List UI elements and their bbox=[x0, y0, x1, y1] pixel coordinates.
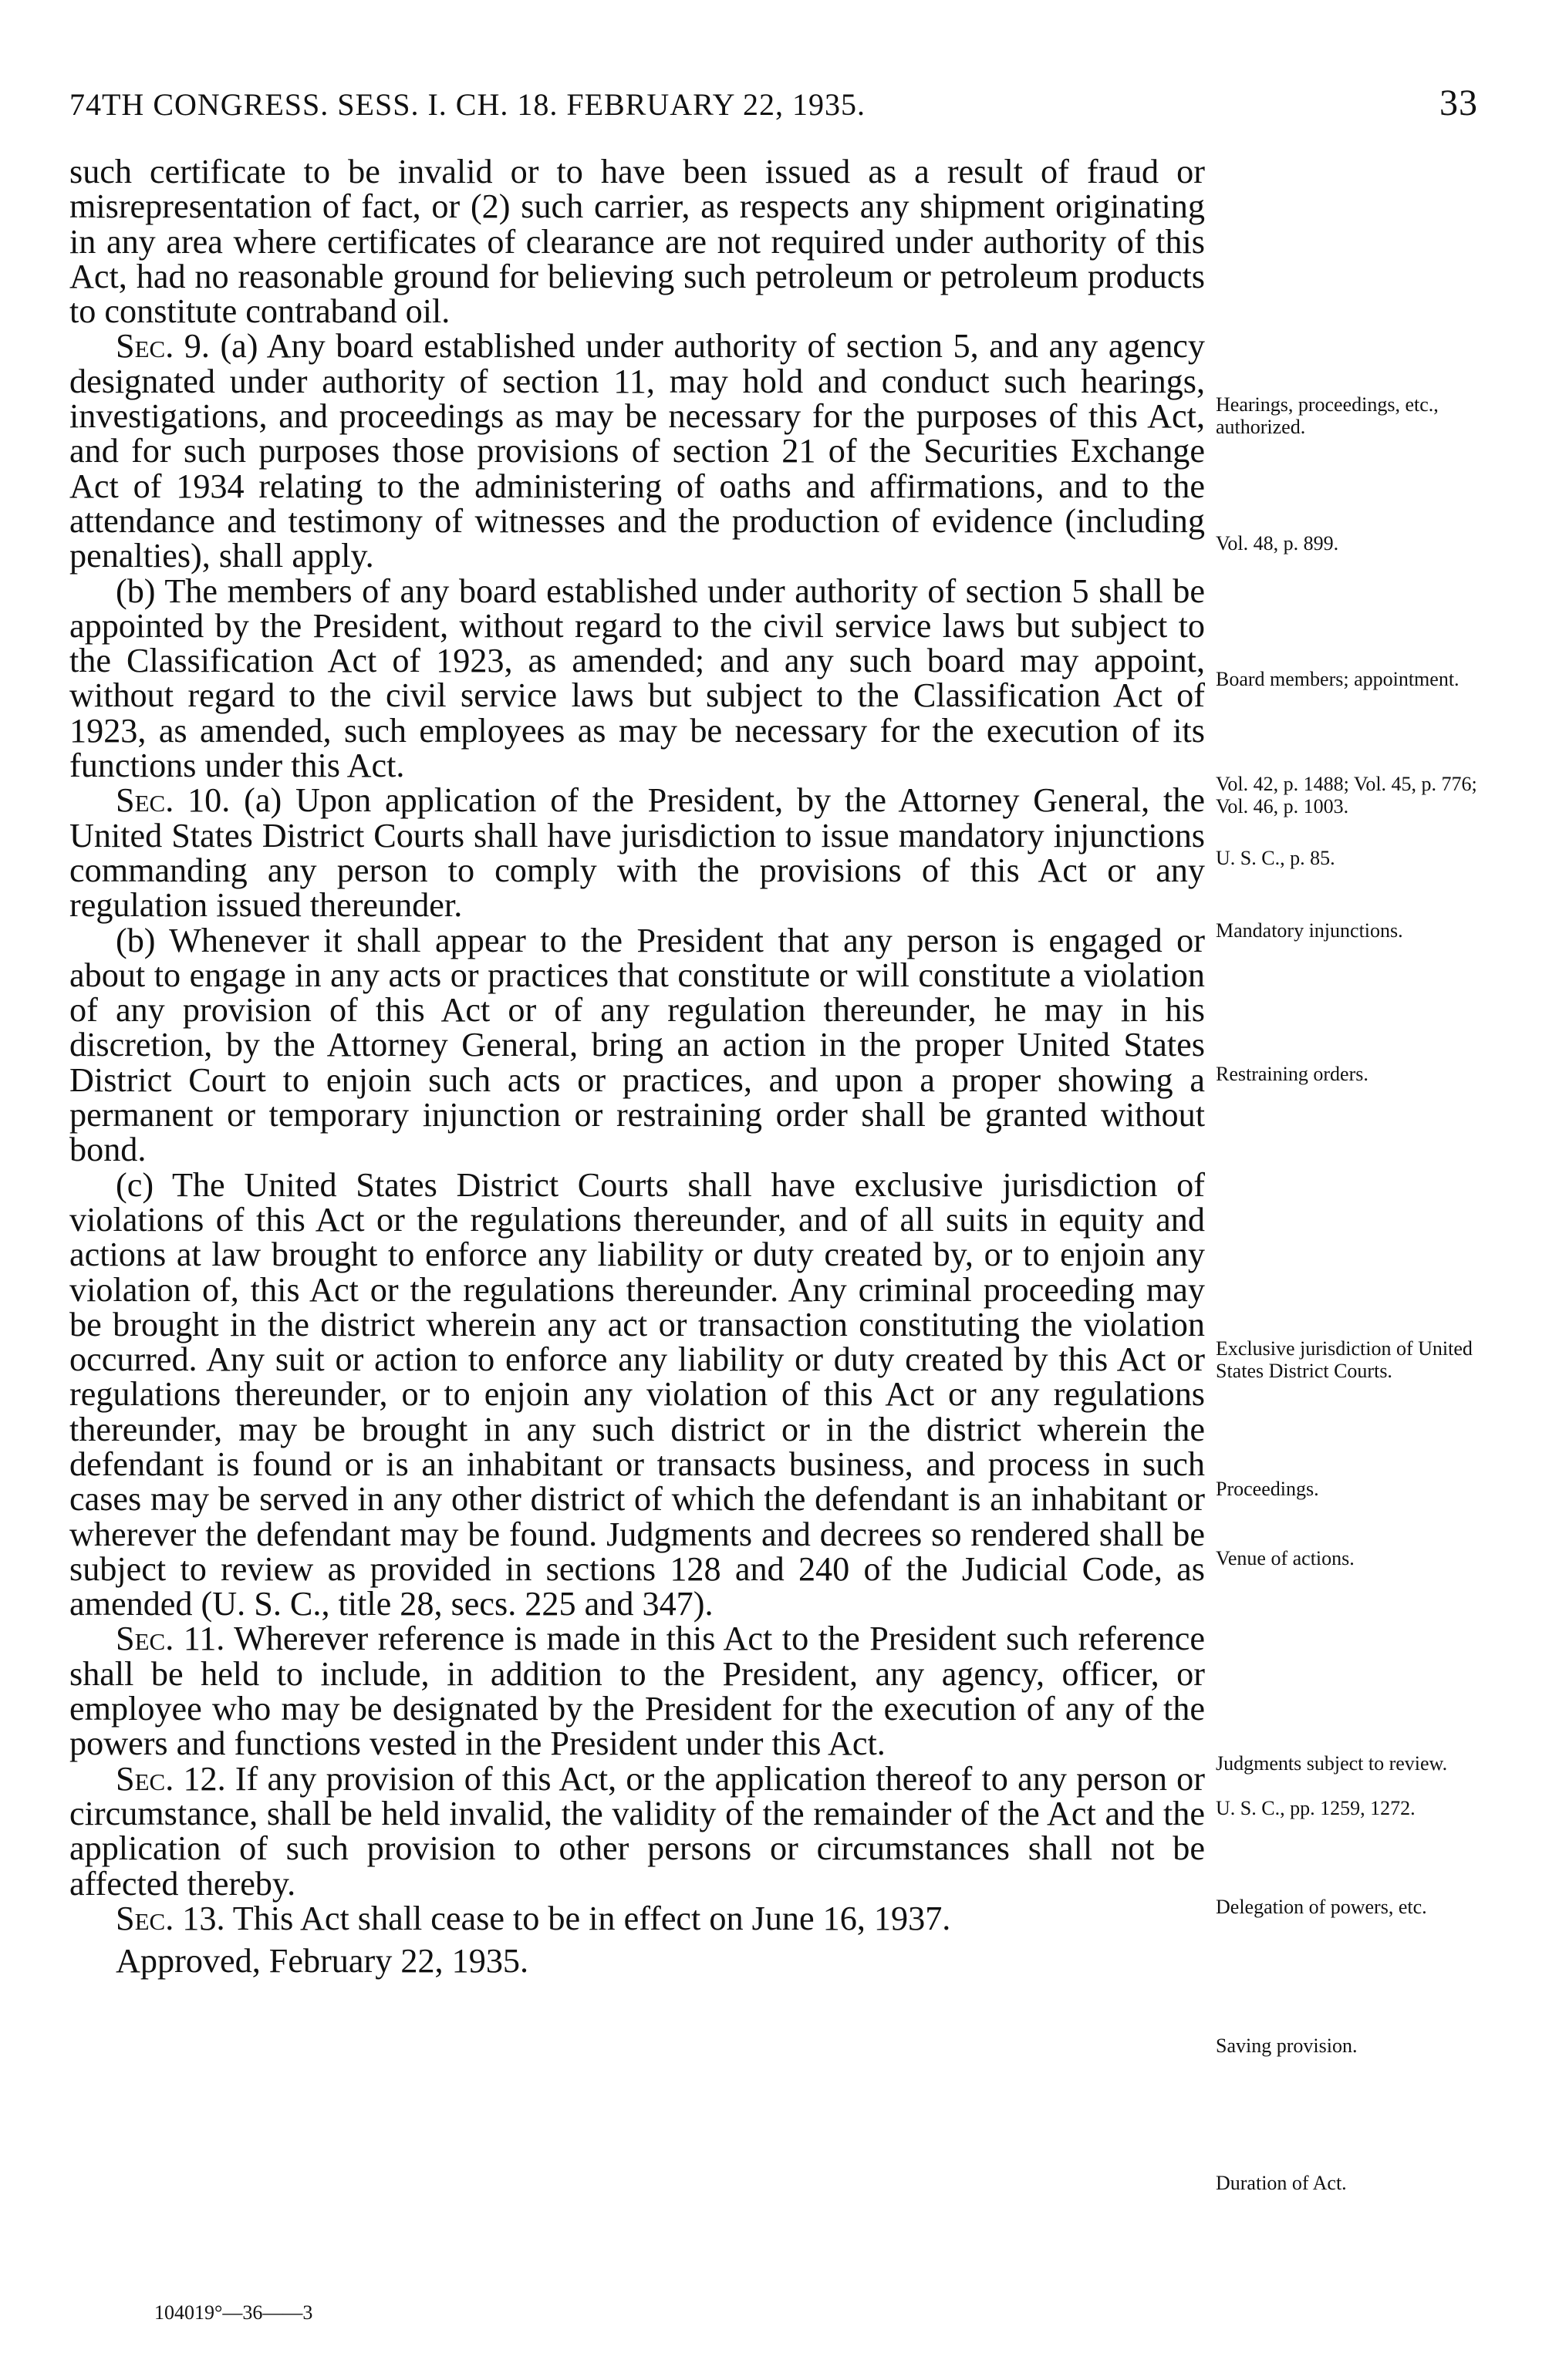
section-text: (a) Upon application of the President, by the Attorney General, the United States District Courts shall have jurisdiction to issue mandatory injunctions commanding any person to comply with the provisions of this Act or any regulation issued thereunder. bbox=[69, 781, 1206, 925]
section-text: Wherever reference is made in this Act to the President such reference shall be held to include, in addition to the President, any agency, officer, or employee who may be designated by the President for the execution of any of the powers and functions vested in the President under this Act. bbox=[69, 1620, 1205, 1763]
section-10a bbox=[69, 781, 1206, 925]
section-9b: (b) The members of any board established under authority of section 5 shall be appointed by the President, without regard to the civil service laws but subject to the Classification Act of 1923, as amended; and any such board may appoint, without regard to the civil service laws but subject to the Classification Act of 1923, as amended, such employees as may be necessary for the execution of its functions under this Act. bbox=[69, 571, 1205, 785]
running-head: 74TH CONGRESS. SESS. I. CH. 18. FEBRUARY 22, 1935. bbox=[69, 87, 866, 122]
page-header bbox=[69, 83, 1478, 133]
approval-line: Approved, February 22, 1935. bbox=[116, 1942, 529, 1981]
section-12 bbox=[69, 1761, 1205, 1901]
margin-note: Mandatory injunctions. bbox=[1216, 919, 1403, 942]
section-text: This Act shall cease to be in effect on June 16, 1937. bbox=[232, 1899, 951, 1937]
section-10c: (c) The United States District Courts shall have exclusive jurisdiction of violations of this Act or the regulations thereunder, and of all suits in equity and actions at law brought to enforce any liability or duty created by, or to enjoin any violation of, this Act or the regulations thereunder. Any criminal proceeding may be brought in the district wherein any act or transaction constituting the violation occurred. Any suit or action to enforce any liability or duty created by this Act or regulations thereunder, or to enjoin any violation of this Act or any regulations thereunder, may be brought in any such district or in the district wherein the defendant is found or is an inhabitant or transacts business, and process in such cases may be served in any other district of which the defendant is an inhabitant or wherever the defendant may be found. Judgments and decrees so rendered shall be subject to review as provided in sections 128 and 240 of the Judicial Code, as amended (U. S. C., title 28, secs. 225 and 347). bbox=[69, 1165, 1205, 1623]
margin-note: Judgments subject to review. bbox=[1216, 1752, 1448, 1775]
section-label: Sec. 10. bbox=[116, 781, 231, 820]
margin-note: Venue of actions. bbox=[1216, 1547, 1355, 1569]
margin-note: Delegation of powers, etc. bbox=[1216, 1896, 1427, 1918]
section-text: If any provision of this Act, or the application thereof to any person or circumstance, shall be held invalid, the validity of the remainder of the Act and the application of such provision to other persons or circumstances shall not be affected thereby. bbox=[69, 1759, 1205, 1903]
section-13 bbox=[69, 1901, 1205, 1936]
margin-note: Exclusive jurisdiction of United States District Courts. bbox=[1216, 1337, 1473, 1382]
section-label: Sec. 11. bbox=[116, 1620, 225, 1658]
section-label: Sec. 13. bbox=[116, 1899, 225, 1937]
margin-note: U. S. C., p. 85. bbox=[1216, 847, 1335, 869]
margin-note: Hearings, proceedings, etc., authorized. bbox=[1216, 393, 1439, 438]
section-label: Sec. 9. bbox=[116, 327, 210, 366]
margin-note: U. S. C., pp. 1259, 1272. bbox=[1216, 1797, 1416, 1819]
margin-note: Saving provision. bbox=[1216, 2034, 1358, 2057]
margin-note: Duration of Act. bbox=[1216, 2172, 1347, 2194]
margin-note: Vol. 48, p. 899. bbox=[1216, 532, 1339, 555]
margin-note: Vol. 42, p. 1488; Vol. 45, p. 776; Vol. 46, p. 1003. bbox=[1216, 773, 1477, 817]
margin-note: Proceedings. bbox=[1216, 1478, 1319, 1500]
section-11 bbox=[69, 1621, 1205, 1761]
section-text: (a) Any board established under authority of section 5, and any agency designated under authority of section 11, may hold and conduct such hearings, investigations, and proceedings as may be necessary for the purposes of this Act, and for such purposes those provisions of section 21 of the Securities Exchange Act of 1934 relating to the administering of oaths and affirmations, and to the attendance and testimony of witnesses and the production of evidence (including penalties), shall apply. bbox=[69, 327, 1206, 575]
margin-note: Board members; appointment. bbox=[1216, 668, 1460, 690]
margin-note: Restraining orders. bbox=[1216, 1063, 1368, 1085]
section-9a bbox=[69, 329, 1205, 573]
page-number: 33 bbox=[1439, 83, 1478, 123]
section-10b: (b) Whenever it shall appear to the President that any person is engaged or about to engage in any acts or practices that constitute or will constitute a violation of any provision of this Act or of any regulation thereunder, he may in his discretion, by the Attorney General, bring an action in the proper United States District Court to enjoin such acts or practices, and upon a proper showing a permanent or temporary injunction or restraining order shall be granted without bond. bbox=[69, 921, 1205, 1169]
section-label: Sec. 12. bbox=[116, 1759, 226, 1798]
print-code: 104019°—36——3 bbox=[154, 2301, 313, 2324]
continued-paragraph: such certificate to be invalid or to have been issued as a result of fraud or misrepresentation of fact, or (2) such carrier, as respects any shipment originating in any area where certificates of clearance are not required under authority of this Act, had no reasonable ground for believing such petroleum or petroleum products to constitute contraband oil. bbox=[69, 153, 1205, 331]
statute-text bbox=[69, 153, 1206, 1981]
